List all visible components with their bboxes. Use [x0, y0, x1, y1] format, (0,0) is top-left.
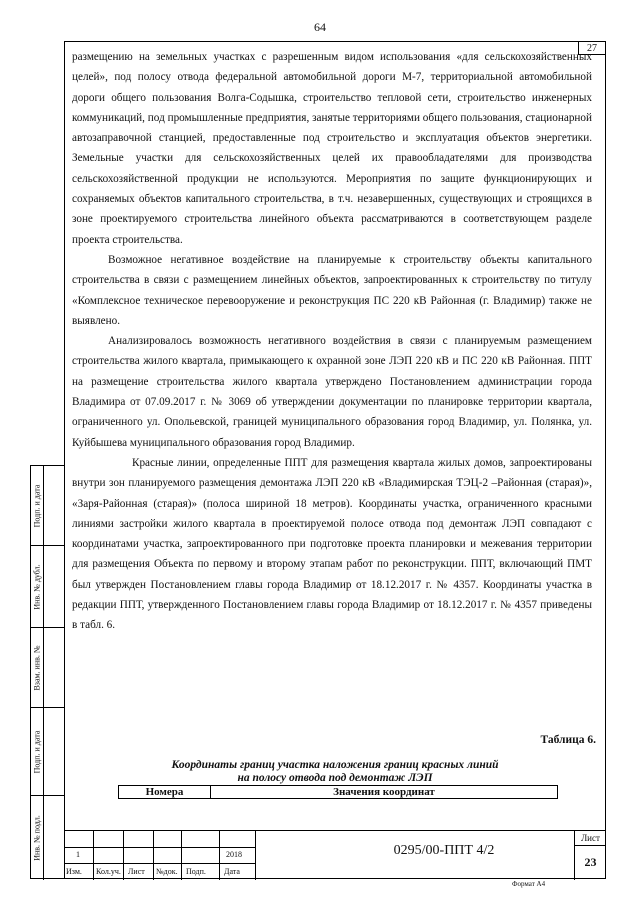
- paragraph-3: Анализировалось возможность негативного воздействия в связи с планируемым размещением строительства жилого квартала, примыкающего к охранной зоне ЛЭП 220 кВ и ПС 220 кВ Районная. ППТ на размещение строительства жилого квартала утверждено Постановлением администрации города Владимира от 07.09.2017 г. № 3069 об утверждении документации по планировке территории квартала, ограниченного ул. Опольевской, границей муниципального образования город Владимир, ул. Полянка, ул. Куйбышева муниципального образования город Владимир.: [72, 335, 592, 449]
- paragraph-1: размещению на земельных участках с разрешенным видом использования «для сельскохозяйственных целей», под полосу отвода федеральной автомобильной дороги М-7, территориальной автомобильной дороги общего пользования Волга-Содышка, строительство тепловой сети, строительство инженерных коммуникаций, под промышленные предприятия, занятые территориями общего пользования, стационарной автозаправочной станцией, предоставленные под строительство и эксплуатация объектов энергетики. Земельные участки для сельскохозяйственных целей их правообладателями для производства сельскохозяйственной продукции не используются. Мероприятия по защите функционирующих и сохраняемых объектов капитального строительства, в т.ч. незавершенных, существующих и строящихся в зоне проектируемого строительства линейного объекта рассматриваются в соответствующем разделе проекта строительства.: [72, 51, 592, 246]
- sheet-label: Лист: [575, 831, 606, 846]
- table-title-line-2: на полосу отвода под демонтаж ЛЭП: [237, 772, 433, 784]
- sidebar-row-orig-inv: [31, 796, 65, 880]
- table-header-coordinates: Значения координат: [333, 786, 435, 798]
- title-block: [64, 830, 606, 879]
- sidebar-label-dup-inv: Инв. № дубл.: [32, 563, 42, 610]
- table-title-line-1: Координаты границ участка наложения границ красных линий: [171, 759, 499, 771]
- sheet-corner-number: 27: [578, 42, 605, 55]
- sidebar-label-sign-date-2: Подп. и дата: [32, 730, 42, 773]
- document-code: 0295/00-ППТ 4/2: [393, 843, 495, 858]
- sidebar-row-sign-date: [31, 466, 65, 546]
- body-text: [72, 47, 592, 636]
- table-caption: Таблица 6.: [540, 734, 596, 746]
- sidebar-label-sign-date: Подп. и дата: [32, 484, 42, 527]
- table-header-numbers: Номера: [119, 786, 211, 798]
- stamp-col-data: Дата: [224, 867, 240, 876]
- sidebar-label-orig-inv: Инв. № подл.: [32, 815, 42, 861]
- sidebar-label-replace-inv: Взам. инв. №: [32, 644, 42, 691]
- side-stamp: [30, 465, 64, 879]
- sheet-number-box: [574, 831, 606, 880]
- stamp-col-podp: Подп.: [186, 867, 206, 876]
- stamp-col-list: Лист: [128, 867, 145, 876]
- sidebar-row-replace-inv: [31, 628, 65, 708]
- sidebar-row-dup-inv: [31, 546, 65, 628]
- sidebar-row-sign-date-2: [31, 708, 65, 796]
- paragraph-2: Возможное негативное воздействие на планируемые к строительству объекты капитального строительства в связи с размещением линейных объектов, запроектированных к строительству по титулу «Комплексное техническое перевооружение и реконструкция ПС 220 кВ Районная (г. Владимир) также не выявлено.: [72, 253, 592, 327]
- stamp-col-ndoc: №док.: [156, 867, 178, 876]
- stamp-col-izm: Изм.: [66, 867, 82, 876]
- stamp-revision: 1: [76, 850, 80, 859]
- format-note: Формат А4: [512, 880, 546, 888]
- paragraph-4: Красные линии, определенные ППТ для размещения квартала жилых домов, запроектированы внутри зон планируемого размещения демонтажа ЛЭП 220 кВ «Владимирская ТЭЦ-2 –Районная (старая)», «Заря-Районная (старая)» (полоса шириной 18 метров). Координаты участка, ограниченного красными линиями застройки жилого квартала в проектируемой полосе отвода под демонтаж ЛЭП совпадают с координатами участка, запроектированного при подготовке проекта планировки и межевания территории для размещения Объекта по первому и второму этапам работ по реконструкции. ППТ, включающий ПМТ был утвержден Постановлением главы города Владимир от 18.12.2017 г. № 4357. Координаты участка в редакции ППТ, утвержденного Постановлением главы города Владимир от 18.12.2017 г. № 4357 приведены в табл. 6.: [72, 456, 592, 632]
- stamp-col-koluch: Кол.уч.: [96, 867, 121, 876]
- page-number: 64: [314, 20, 326, 34]
- stamp-year: 2018: [226, 850, 242, 859]
- revision-grid: [64, 831, 256, 880]
- table-header-row: [118, 785, 558, 799]
- sheet-number: 23: [584, 855, 597, 869]
